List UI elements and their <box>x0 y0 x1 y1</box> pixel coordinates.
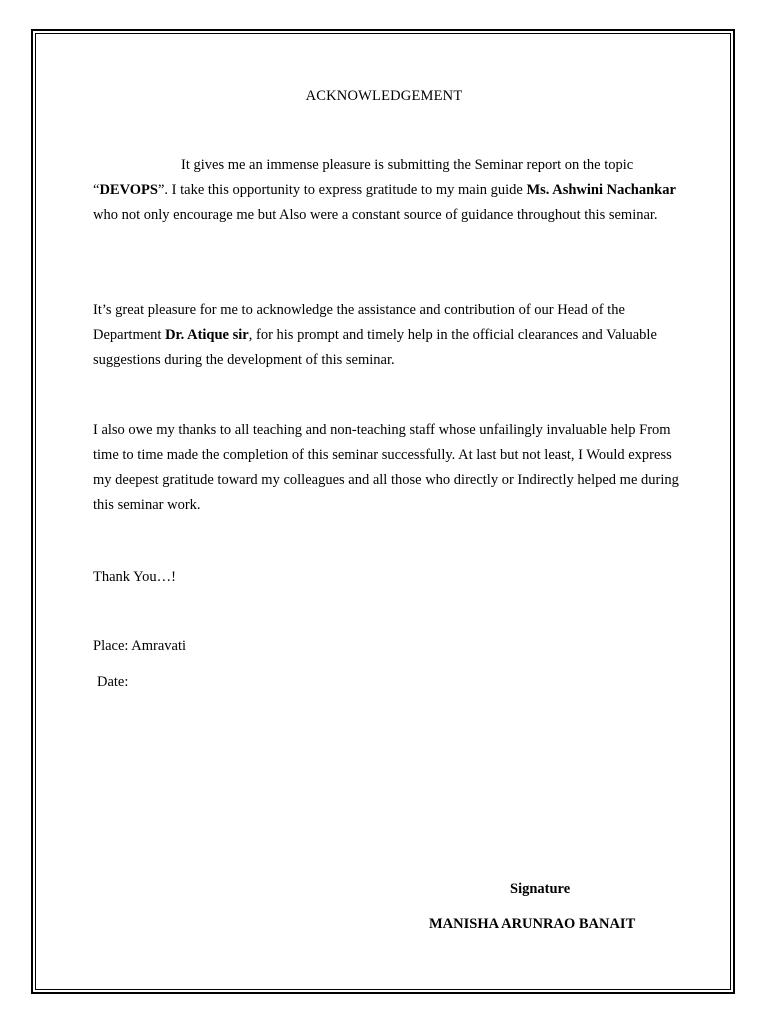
guide-name: Ms. Ashwini Nachankar <box>526 182 676 198</box>
paragraph-hod-acknowledgement: It’s great pleasure for me to acknowledge the assistance and contribution of our Head of the Department Dr. Atique sir, for his prompt and timely help in the official clearances and Valuable suggestions during the development of this seminar. <box>93 302 657 368</box>
paragraph-staff-acknowledgement: I also owe my thanks to all teaching and non-teaching staff whose unfailingly invaluable help From time to time made the completion of this seminar successfully. At last but not least, I Would express my deepest gratitude toward my colleagues and all those who directly or Indirectly helped me during this seminar work. <box>93 422 679 513</box>
page-title: ACKNOWLEDGEMENT <box>305 88 463 104</box>
date-line: Date: <box>97 674 129 690</box>
hod-name: Dr. Atique sir <box>165 327 249 343</box>
thank-you-text: Thank You…! <box>93 569 176 585</box>
signature-label: Signature <box>510 881 571 897</box>
signatory-name: MANISHA ARUNRAO BANAIT <box>429 916 636 932</box>
place-line: Place: Amravati <box>93 638 187 654</box>
paragraph-guide-acknowledgement: It gives me an immense pleasure is submitting the Seminar report on the topic “DEVOPS”. I take this opportunity to express gratitude to my main guide Ms. Ashwini Nachankar who not only encourage me but Also were a constant source of guidance throughout this seminar. <box>93 157 676 223</box>
seminar-topic: DEVOPS <box>99 182 158 198</box>
